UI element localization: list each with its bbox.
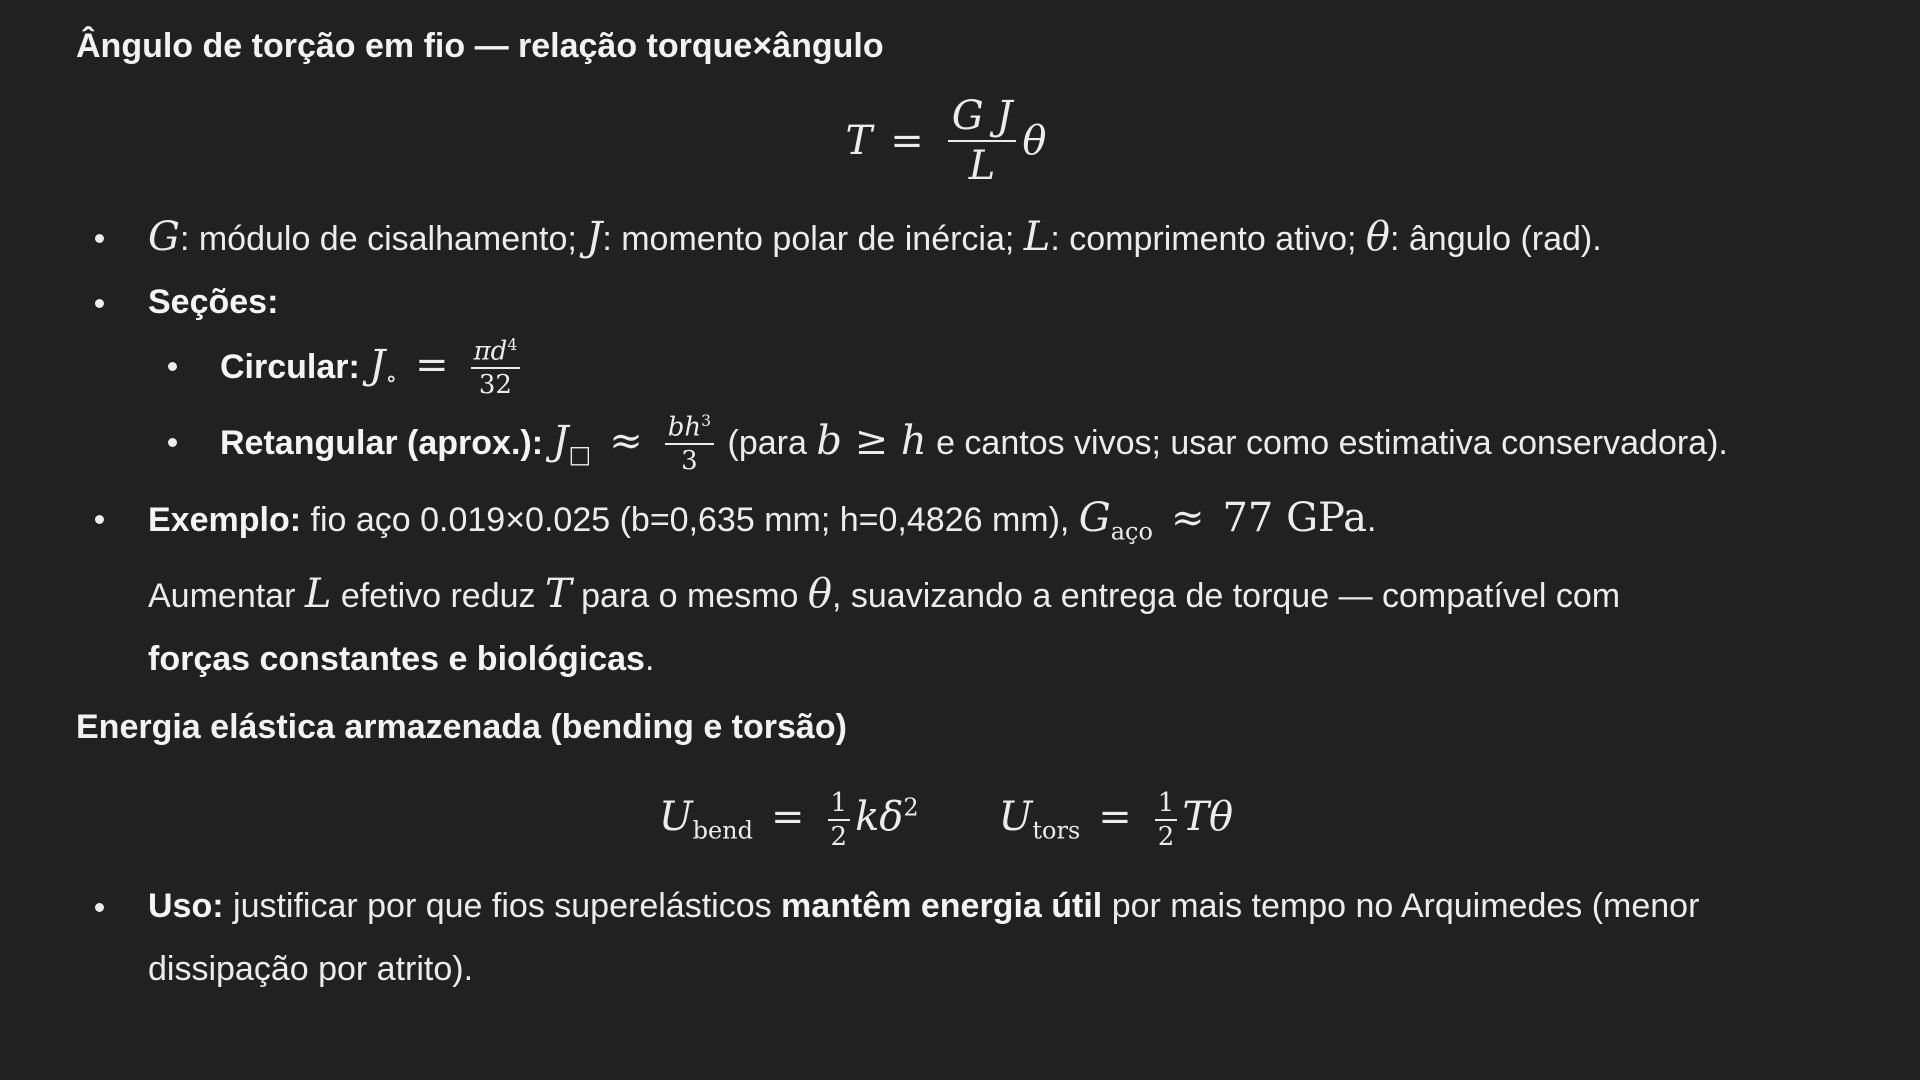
list-item-circular	[148, 334, 1920, 410]
energy-bend-exponent: 2	[903, 793, 919, 822]
sections-sublist	[148, 334, 1920, 487]
rect-frac-den: 3	[681, 446, 698, 477]
circular-frac-num	[471, 337, 521, 369]
eq-denominator: L	[968, 143, 996, 189]
list-item-rectangular	[148, 410, 1920, 486]
list-item-example	[76, 487, 1920, 691]
rect-frac-num-exp: 3	[701, 412, 712, 431]
rect-condition: b ≥ h	[816, 418, 927, 465]
example-line2-c: para o mesmo	[571, 577, 808, 616]
def-L-text: : comprimento ativo;	[1050, 220, 1366, 258]
circular-label: Circular:	[220, 348, 370, 386]
rect-text-b: e cantos vivos; usar como estimativa conservadora).	[926, 424, 1728, 463]
circular-frac-num-exp: 4	[507, 335, 518, 354]
energy-equation	[76, 765, 1816, 875]
energy-tors-equals: =	[1098, 794, 1132, 841]
list-item-use	[76, 875, 1920, 1001]
energy-bend-subscript: bend	[692, 816, 753, 845]
energy-bend-half-num: 1	[828, 789, 851, 821]
circular-subscript: ∘	[385, 364, 398, 393]
energy-U-tors: U	[998, 794, 1033, 841]
example-formula	[1078, 494, 1367, 546]
energy-tors-half-den: 2	[1157, 821, 1175, 852]
example-line2-b: efetivo reduz	[331, 577, 545, 616]
example-line2-L: L	[304, 571, 332, 618]
def-theta-text: : ângulo (rad).	[1390, 220, 1602, 258]
energy-bend-equals: =	[771, 794, 805, 841]
rect-frac-num	[665, 413, 714, 445]
example-subscript: aço	[1110, 517, 1153, 546]
circular-frac-den: 32	[478, 369, 512, 400]
example-line2-d: , suavizando a entrega de torque — compatível com	[831, 577, 1621, 616]
def-G-text: : módulo de cisalhamento;	[179, 220, 587, 258]
symbol-G: G	[148, 214, 180, 260]
sections-label: Seções:	[148, 283, 279, 321]
torsion-bullet-list	[76, 206, 1920, 691]
symbol-L: L	[1023, 214, 1051, 260]
rect-text-a: (para	[718, 424, 817, 463]
energy-tors	[999, 789, 1233, 851]
energy-bend-half-den: 2	[830, 821, 848, 852]
eq-lhs: T	[845, 118, 873, 164]
example-G: G	[1078, 494, 1111, 541]
energy-tors-half-num: 1	[1155, 789, 1178, 821]
example-line2-a: Aumentar	[148, 577, 305, 616]
circular-equals: =	[415, 342, 449, 388]
list-item-sections	[76, 271, 1920, 487]
rect-subscript: □	[568, 440, 592, 469]
use-line2: dissipação por atrito).	[148, 950, 474, 989]
energy-bullet-list	[76, 875, 1920, 1001]
example-value: 77 GPa	[1222, 494, 1367, 541]
energy-bend-half	[827, 789, 852, 851]
symbol-theta: θ	[1365, 214, 1390, 260]
example-text: fio aço 0.019×0.025 (b=0,635 mm; h=0,4826 mm),	[301, 500, 1079, 539]
example-approx: ≈	[1170, 494, 1205, 541]
def-J-text: : momento polar de inércia;	[602, 220, 1024, 258]
eq-equals: =	[890, 118, 924, 164]
rect-fraction	[665, 413, 714, 476]
rect-frac-num-base: bh	[667, 412, 702, 443]
circular-frac-num-base: πd	[473, 336, 508, 367]
use-text-b: por mais tempo no Arquimedes (menor	[1102, 887, 1700, 926]
symbol-J: J	[586, 214, 603, 260]
energy-bend	[659, 789, 919, 851]
example-end: .	[1367, 500, 1377, 539]
energy-bend-term: kδ	[855, 794, 904, 841]
energy-tors-term: Tθ	[1182, 794, 1234, 841]
example-line3-end: .	[644, 640, 655, 679]
eq-fraction	[948, 94, 1017, 188]
eq-factor: θ	[1022, 118, 1047, 164]
circular-formula	[369, 335, 524, 400]
circular-J: J	[369, 342, 386, 388]
use-bold: mantêm energia útil	[781, 887, 1103, 926]
example-line2-T: T	[544, 571, 572, 618]
torsion-equation	[76, 76, 1816, 206]
energy-tors-subscript: tors	[1032, 816, 1081, 845]
use-text-a: justificar por que fios superelásticos	[223, 887, 782, 926]
list-item-definitions	[76, 206, 1920, 271]
eq-numerator: G J	[948, 94, 1017, 142]
rectangular-label: Retangular (aprox.):	[220, 424, 553, 463]
rect-J: J	[552, 418, 569, 465]
circular-fraction	[471, 337, 521, 400]
rectangular-formula	[552, 412, 718, 477]
use-label: Uso:	[148, 887, 224, 926]
energy-U-bend: U	[658, 794, 693, 841]
example-line3-bold: forças constantes e biológicas	[148, 640, 645, 679]
section-heading-energy: Energia elástica armazenada (bending e torsão)	[76, 708, 847, 747]
rect-approx: ≈	[609, 418, 643, 465]
section-heading-torsion: Ângulo de torção em fio — relação torque×ângulo	[76, 27, 884, 65]
example-label: Exemplo:	[148, 500, 302, 539]
energy-tors-half	[1154, 789, 1179, 851]
example-line2-theta: θ	[807, 571, 832, 618]
